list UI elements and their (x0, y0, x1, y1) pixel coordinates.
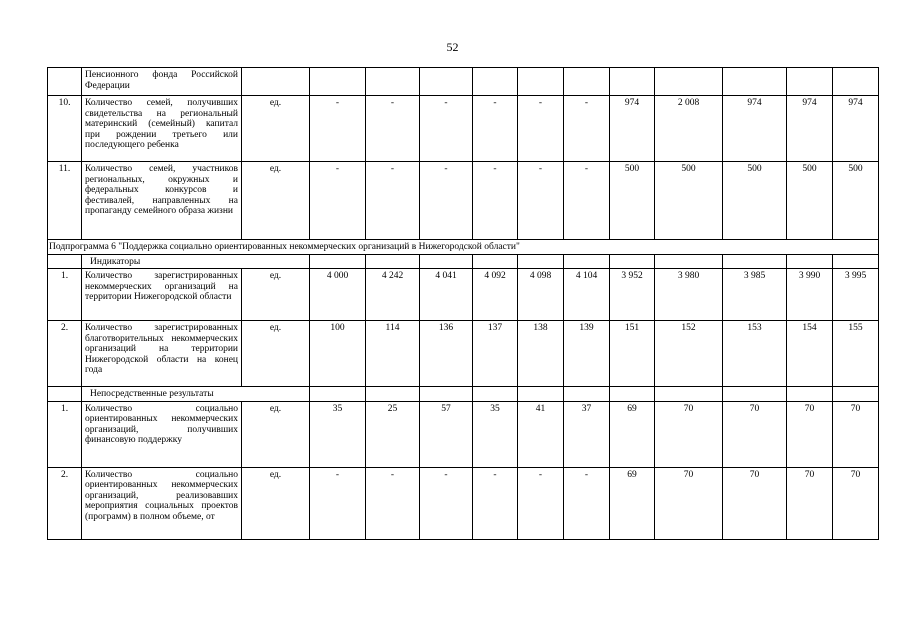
value-cell: - (366, 467, 420, 539)
value-cell: - (420, 162, 473, 240)
value-cell: 41 (518, 401, 564, 467)
value-cell: 70 (787, 467, 833, 539)
value-cell: 4 098 (518, 269, 564, 321)
empty-cell (310, 254, 366, 269)
value-cell: - (473, 162, 518, 240)
value-cell: 151 (610, 321, 655, 387)
empty-cell (833, 254, 879, 269)
value-cell: 974 (833, 96, 879, 162)
value-cell: 500 (723, 162, 787, 240)
empty-cell (366, 387, 420, 402)
value-cell: 69 (610, 467, 655, 539)
value-cell: - (518, 96, 564, 162)
value-cell: 4 000 (310, 269, 366, 321)
empty-cell (787, 387, 833, 402)
empty-cell (610, 387, 655, 402)
value-cell: 500 (655, 162, 723, 240)
empty-cell (655, 387, 723, 402)
value-cell: 974 (787, 96, 833, 162)
value-cell: 70 (655, 401, 723, 467)
value-cell: 4 242 (366, 269, 420, 321)
value-cell: 4 092 (473, 269, 518, 321)
value-cell: 2 008 (655, 96, 723, 162)
unit-cell: ед. (242, 467, 310, 539)
subprogram-heading: Подпрограмма 6 "Поддержка социально ориентированных некоммерческих организаций в Нижегородской области" (48, 240, 879, 255)
value-cell (310, 68, 366, 96)
table-row (48, 162, 879, 240)
value-cell: 500 (787, 162, 833, 240)
value-cell (610, 68, 655, 96)
value-cell: 136 (420, 321, 473, 387)
value-cell: 100 (310, 321, 366, 387)
value-cell: 137 (473, 321, 518, 387)
value-cell (833, 68, 879, 96)
value-cell: 37 (564, 401, 610, 467)
table-row (48, 96, 879, 162)
value-cell: 3 980 (655, 269, 723, 321)
value-cell: - (420, 96, 473, 162)
value-cell: 35 (473, 401, 518, 467)
value-cell: - (564, 467, 610, 539)
value-cell (723, 68, 787, 96)
table-row (48, 254, 879, 269)
unit-cell: ед. (242, 269, 310, 321)
value-cell: 70 (723, 401, 787, 467)
empty-cell (787, 254, 833, 269)
table-row (48, 467, 879, 539)
value-cell: - (473, 467, 518, 539)
empty-cell (473, 254, 518, 269)
indicator-name-cell: Количество семей, получивших свидетельства на региональный материнский (семейный) капитал при рождении третьего или последующего ребенка (82, 96, 242, 162)
row-number-cell: 10. (48, 96, 82, 162)
unit-cell: ед. (242, 401, 310, 467)
value-cell: 70 (787, 401, 833, 467)
value-cell: 69 (610, 401, 655, 467)
value-cell: - (564, 162, 610, 240)
indicator-name-cell: Количество социально ориентированных некоммерческих организаций, реализовавших мероприятия социальных проектов (программ) в полном объеме, от (82, 467, 242, 539)
row-number-cell: 1. (48, 401, 82, 467)
value-cell: 3 952 (610, 269, 655, 321)
empty-cell (518, 254, 564, 269)
value-cell: - (473, 96, 518, 162)
indicator-name-cell: Количество социально ориентированных некоммерческих организаций, получивших финансовую поддержку (82, 401, 242, 467)
empty-cell (564, 387, 610, 402)
indicator-name-cell: Пенсионного фонда Российской Федерации (82, 68, 242, 96)
value-cell: - (564, 96, 610, 162)
value-cell: 70 (655, 467, 723, 539)
indicator-name-cell: Количество зарегистрированных некоммерческих организаций на территории Нижегородской области (82, 269, 242, 321)
unit-cell (242, 68, 310, 96)
value-cell: 3 995 (833, 269, 879, 321)
empty-cell (366, 254, 420, 269)
value-cell: 974 (610, 96, 655, 162)
value-cell (655, 68, 723, 96)
value-cell (564, 68, 610, 96)
row-number-cell: 2. (48, 467, 82, 539)
empty-cell (48, 387, 82, 402)
value-cell: 139 (564, 321, 610, 387)
empty-cell (564, 254, 610, 269)
empty-cell (420, 254, 473, 269)
value-cell: - (310, 162, 366, 240)
table-row (48, 68, 879, 96)
value-cell: 57 (420, 401, 473, 467)
indicators-table (47, 67, 879, 540)
value-cell: - (366, 162, 420, 240)
empty-cell (610, 254, 655, 269)
value-cell: - (310, 96, 366, 162)
empty-cell (723, 387, 787, 402)
value-cell (473, 68, 518, 96)
row-number-cell: 1. (48, 269, 82, 321)
value-cell: 500 (610, 162, 655, 240)
empty-cell (723, 254, 787, 269)
value-cell: - (518, 467, 564, 539)
value-cell: 114 (366, 321, 420, 387)
empty-cell (518, 387, 564, 402)
table-row (48, 401, 879, 467)
indicator-name-cell: Количество семей, участников региональных, окружных и федеральных конкурсов и фестивалей, направленных на пропаганду семейного образа жизни (82, 162, 242, 240)
value-cell: 974 (723, 96, 787, 162)
empty-cell (833, 387, 879, 402)
value-cell (518, 68, 564, 96)
value-cell (420, 68, 473, 96)
page-number: 52 (446, 40, 459, 54)
group-subheading: Индикаторы (82, 254, 310, 269)
value-cell: 35 (310, 401, 366, 467)
value-cell: 4 041 (420, 269, 473, 321)
table-row (48, 321, 879, 387)
empty-cell (655, 254, 723, 269)
value-cell (366, 68, 420, 96)
table-row (48, 387, 879, 402)
table-row (48, 269, 879, 321)
value-cell: 70 (833, 401, 879, 467)
value-cell: - (366, 96, 420, 162)
table-row (48, 240, 879, 255)
value-cell: 25 (366, 401, 420, 467)
value-cell: 153 (723, 321, 787, 387)
value-cell: 500 (833, 162, 879, 240)
row-number-cell: 2. (48, 321, 82, 387)
value-cell: 3 985 (723, 269, 787, 321)
value-cell: 3 990 (787, 269, 833, 321)
table-body (48, 68, 879, 540)
value-cell: 4 104 (564, 269, 610, 321)
unit-cell: ед. (242, 96, 310, 162)
row-number-cell: 11. (48, 162, 82, 240)
value-cell: - (420, 467, 473, 539)
value-cell: 152 (655, 321, 723, 387)
value-cell: 138 (518, 321, 564, 387)
unit-cell: ед. (242, 321, 310, 387)
value-cell: - (310, 467, 366, 539)
empty-cell (420, 387, 473, 402)
unit-cell: ед. (242, 162, 310, 240)
empty-cell (473, 387, 518, 402)
value-cell: - (518, 162, 564, 240)
empty-cell (48, 254, 82, 269)
value-cell: 70 (833, 467, 879, 539)
row-number-cell (48, 68, 82, 96)
indicator-name-cell: Количество зарегистрированных благотворительных некоммерческих организаций на территории Нижегородской области на конец года (82, 321, 242, 387)
value-cell: 155 (833, 321, 879, 387)
empty-cell (310, 387, 366, 402)
group-subheading: Непосредственные результаты (82, 387, 310, 402)
value-cell: 154 (787, 321, 833, 387)
value-cell: 70 (723, 467, 787, 539)
value-cell (787, 68, 833, 96)
